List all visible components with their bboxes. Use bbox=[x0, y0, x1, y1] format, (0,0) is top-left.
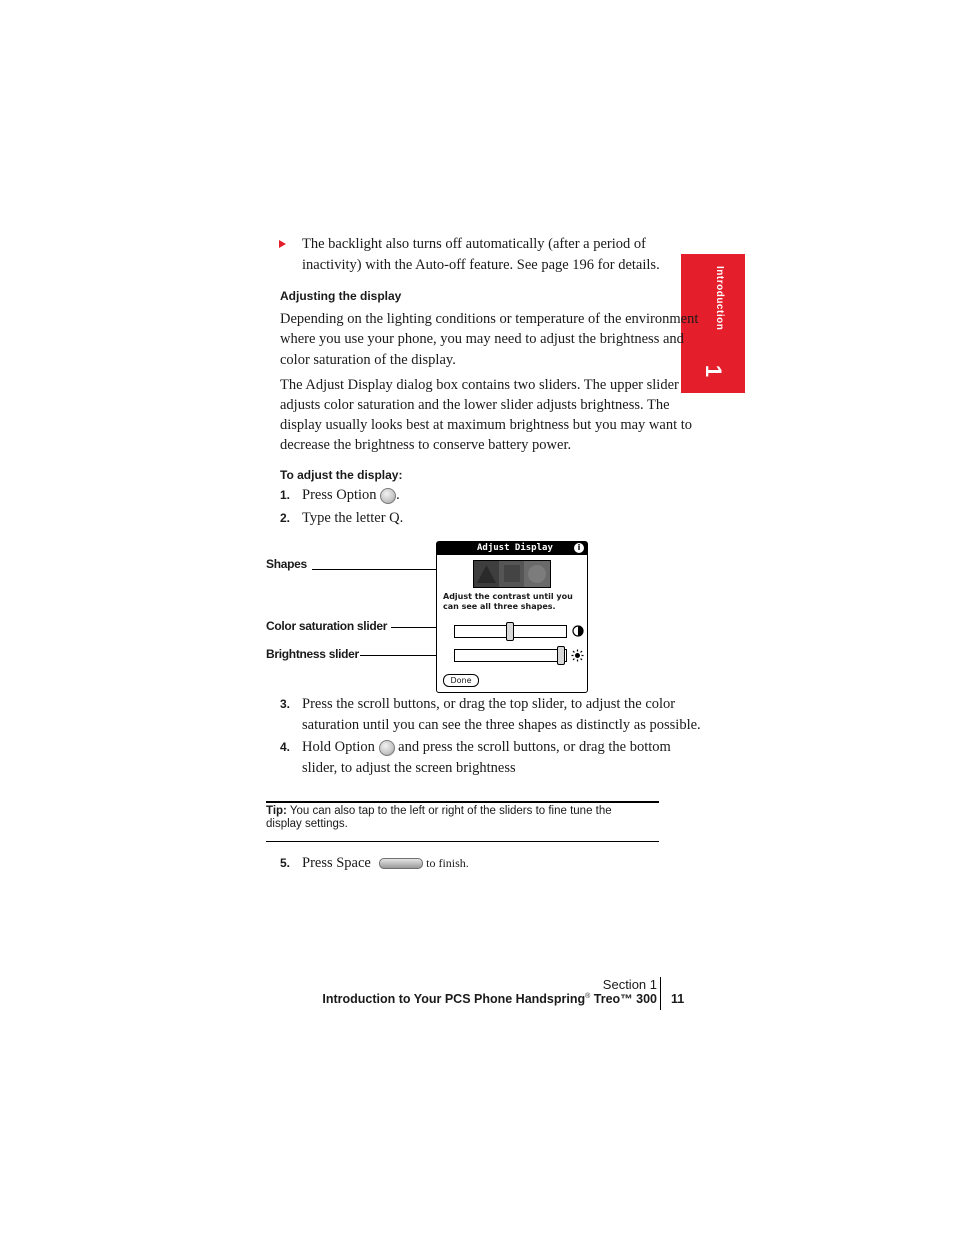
bullet-line-1: The backlight also turns off automatically (after a period of bbox=[302, 236, 646, 252]
step-1-text: Press Option bbox=[302, 487, 377, 503]
para2-line-2: adjusts color saturation and the lower slider adjusts brightness. The bbox=[280, 397, 670, 413]
step-3-number: 3. bbox=[280, 697, 291, 711]
tip-text-2: display settings. bbox=[266, 818, 348, 830]
footer-reg-mark: ® bbox=[585, 992, 591, 1000]
para1-line-2: where you use your phone, you may need to adjust the brightness and bbox=[280, 331, 684, 347]
step-3-line-2: saturation until you can see the three shapes as distinctly as possible. bbox=[302, 717, 701, 733]
step-5-suffix: to finish. bbox=[426, 856, 469, 870]
option-button-icon bbox=[379, 740, 395, 756]
step-1 bbox=[302, 485, 400, 506]
step-2-text: Type the letter Q. bbox=[302, 510, 404, 526]
footer-section: Section 1 bbox=[602, 977, 657, 992]
chapter-tab-number: 1 bbox=[701, 364, 726, 378]
step-1-suffix: . bbox=[396, 487, 400, 503]
step-3-line-1: Press the scroll buttons, or drag the top slider, to adjust the color bbox=[302, 696, 676, 712]
bullet-line-2: inactivity) with the Auto-off feature. See page 196 for details. bbox=[302, 257, 660, 273]
step-4-text-before: Hold Option bbox=[302, 739, 375, 755]
option-button-icon bbox=[380, 488, 396, 504]
circle-shape-icon bbox=[528, 565, 546, 583]
brightness-slider-thumb[interactable] bbox=[557, 646, 565, 665]
para1-line-3: color saturation of the display. bbox=[280, 352, 456, 368]
step-4-line-1 bbox=[302, 737, 671, 758]
dialog-title-bar bbox=[437, 542, 587, 555]
done-button[interactable]: Done bbox=[443, 674, 479, 687]
tip-label: Tip: bbox=[266, 805, 287, 817]
dialog-title: Adjust Display bbox=[477, 543, 553, 553]
step-1-number: 1. bbox=[280, 488, 291, 502]
dialog-instruction-1: Adjust the contrast until you bbox=[443, 592, 573, 601]
step-5-number: 5. bbox=[280, 856, 291, 870]
tip-bottom-rule bbox=[266, 841, 659, 842]
procedure-heading: To adjust the display: bbox=[280, 468, 403, 482]
space-button-icon bbox=[379, 858, 423, 869]
chapter-tab-label: Introduction bbox=[714, 266, 725, 331]
para2-line-3: display usually looks best at maximum brightness but you may want to bbox=[280, 417, 693, 433]
brightness-sun-icon bbox=[571, 649, 584, 662]
brightness-slider-track[interactable] bbox=[454, 649, 567, 662]
dialog-instructions bbox=[443, 592, 587, 612]
saturation-slider-thumb[interactable] bbox=[506, 622, 514, 641]
step-4-number: 4. bbox=[280, 740, 291, 754]
step-5-text: Press Space bbox=[302, 855, 371, 871]
callout-brightness: Brightness slider bbox=[266, 647, 359, 661]
step-4-line-2: slider, to adjust the screen brightness bbox=[302, 760, 516, 776]
footer-title bbox=[290, 992, 657, 1006]
para1-line-1: Depending on the lighting conditions or temperature of the environment bbox=[280, 311, 699, 327]
footer-divider bbox=[660, 977, 661, 1010]
contrast-icon bbox=[572, 625, 584, 637]
para2-line-1: The Adjust Display dialog box contains two sliders. The upper slider bbox=[280, 377, 679, 393]
shapes-preview bbox=[473, 560, 551, 588]
section-heading: Adjusting the display bbox=[280, 289, 402, 303]
info-icon[interactable]: i bbox=[574, 543, 584, 553]
step-4-text-after: and press the scroll buttons, or drag the bottom bbox=[398, 739, 671, 755]
tip-box bbox=[266, 805, 658, 831]
footer-title-main: Introduction to Your PCS Phone Handspring bbox=[322, 992, 586, 1006]
tip-text: You can also tap to the left or right of the sliders to fine tune the bbox=[289, 805, 612, 817]
bullet-arrow-icon bbox=[279, 240, 286, 248]
page-number: 11 bbox=[671, 992, 685, 1006]
footer-title-end: Treo™ 300 bbox=[590, 992, 657, 1006]
para2-line-4: decrease the brightness to conserve battery power. bbox=[280, 437, 572, 453]
callout-saturation: Color saturation slider bbox=[266, 619, 388, 633]
step-5 bbox=[302, 853, 469, 874]
step-2-number: 2. bbox=[280, 511, 291, 525]
adjust-display-dialog bbox=[436, 541, 588, 693]
square-shape-icon bbox=[504, 565, 520, 582]
dialog-instruction-2: can see all three shapes. bbox=[443, 602, 556, 611]
shapes-svg bbox=[474, 561, 550, 587]
callout-shapes: Shapes bbox=[266, 557, 307, 571]
tip-top-rule bbox=[266, 801, 659, 803]
